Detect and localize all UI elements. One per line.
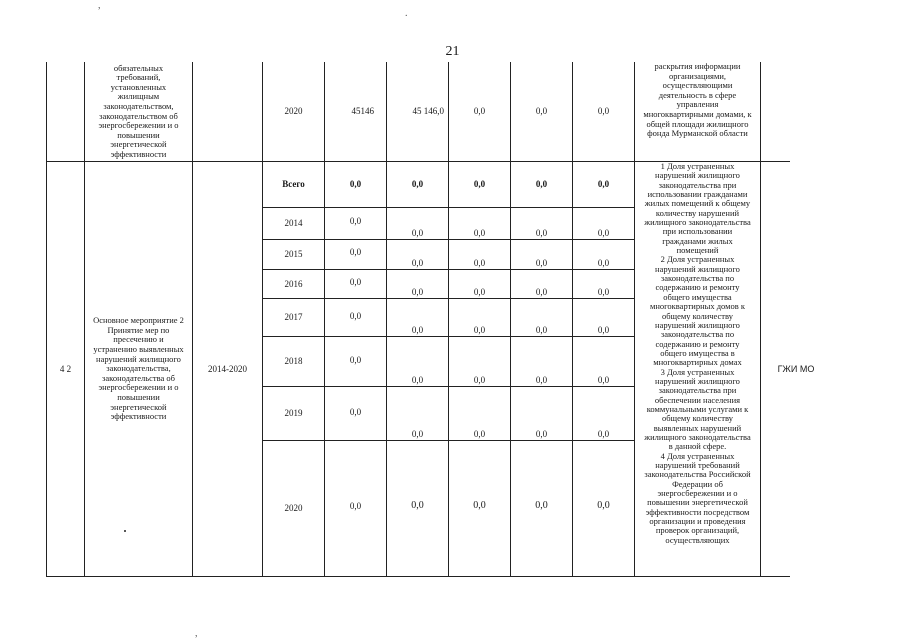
- total-cell: 0,0: [349, 355, 362, 365]
- regional-budget-cell: 45 146,0: [412, 106, 444, 117]
- indicator-text: 1 Доля устраненных нарушений жилищного законодательства при использовании гражданами жилых помещений к общему количеству нарушений жилищного законодательства при использовании гражданами жилых помещений 2 Доля устраненных нарушений жилищного законодательства по содержанию и ремонту общего имущества многоквартирных домов к общему количеству нарушений жилищного законодательства по содержанию и ремонту общего имущества в многоквартирных домах 3 Доля устраненных нарушений жилищного законодательства при обеспечении населения коммунальными услугами к общему количеству выявленных нарушений жилищного законодательства в данной сфере. 4 Доля устраненных нарушений требований законодательства Российской Федерации об энергосбережении и о повышении энергетической эффективности посредством организации и проведения проверок организаций, осуществляющих: [644, 161, 751, 545]
- total-cell: 0,0: [349, 277, 362, 287]
- indicator-text: раскрытия информации организациями, осуществляющими деятельность в сфере управления многоквартирными домами, к общей площади жилищного фонда Мурманской области: [643, 61, 752, 139]
- value-cell: 0,0: [473, 286, 486, 297]
- year-cell: 2018: [284, 356, 303, 367]
- value-cell: 0,0: [473, 106, 486, 117]
- value-cell: 0,0: [411, 286, 424, 297]
- value-cell: 0,0: [597, 106, 610, 117]
- value-cell: 0,0: [535, 106, 548, 117]
- value-cell: 0,0: [473, 179, 486, 190]
- year-cell: 2020: [284, 503, 303, 514]
- value-cell: 0,0: [411, 500, 424, 512]
- total-cell: 0,0: [349, 216, 362, 226]
- total-cell: 45146: [351, 106, 374, 117]
- value-cell: 0,0: [535, 286, 548, 297]
- value-cell: 0,0: [473, 257, 486, 268]
- year-cell: Всего: [282, 179, 305, 190]
- value-cell: 0,0: [597, 428, 610, 439]
- value-cell: 0,0: [473, 500, 486, 512]
- value-cell: 0,0: [411, 428, 424, 439]
- value-cell: 0,0: [473, 324, 486, 335]
- value-cell: 0,0: [597, 257, 610, 268]
- value-cell: 0,0: [411, 227, 424, 238]
- value-cell: 0,0: [597, 324, 610, 335]
- row-number: 4 2: [59, 363, 72, 374]
- value-cell: 0,0: [597, 227, 610, 238]
- value-cell: 0,0: [535, 500, 548, 512]
- value-cell: 0,0: [473, 428, 486, 439]
- page-number: 21: [445, 44, 460, 59]
- value-cell: 0,0: [535, 179, 548, 190]
- value-cell: 0,0: [597, 500, 610, 512]
- total-cell: 0,0: [349, 247, 362, 257]
- value-cell: 0,0: [535, 257, 548, 268]
- value-cell: 0,0: [411, 374, 424, 385]
- executor-cell: ГЖИ МО: [777, 363, 815, 374]
- value-cell: 0,0: [535, 374, 548, 385]
- year-cell: 2016: [284, 278, 303, 289]
- measure-text: Основное мероприятие 2 Принятие мер по пресечению и устранению выявленных нарушений жилищного законодательства, законодательства об энергосбережении и о повышении энергетической эффективности: [93, 315, 184, 422]
- measure-text: обязательных требований, установленных жилищным законодательством, законодательством об энергосбережении и о повышении энергетической эффективности: [98, 62, 179, 159]
- period-cell: 2014-2020: [208, 363, 247, 374]
- year-cell: 2019: [284, 408, 303, 419]
- value-cell: 0,0: [411, 257, 424, 268]
- year-cell: 2017: [284, 312, 303, 323]
- value-cell: 0,0: [411, 179, 424, 190]
- value-cell: 0,0: [597, 179, 610, 190]
- value-cell: 0,0: [597, 374, 610, 385]
- year-cell: 2014: [284, 218, 303, 229]
- value-cell: 0,0: [535, 428, 548, 439]
- value-cell: 0,0: [473, 227, 486, 238]
- total-cell: 0,0: [349, 407, 362, 417]
- total-cell: 0,0: [349, 311, 362, 321]
- total-cell: 0,0: [349, 179, 362, 190]
- year-cell: 2020: [284, 106, 303, 117]
- value-cell: 0,0: [473, 374, 486, 385]
- value-cell: 0,0: [535, 227, 548, 238]
- scan-dot: [124, 530, 126, 532]
- total-cell: 0,0: [349, 500, 362, 511]
- value-cell: 0,0: [597, 286, 610, 297]
- value-cell: 0,0: [535, 324, 548, 335]
- value-cell: 0,0: [411, 324, 424, 335]
- year-cell: 2015: [284, 249, 303, 260]
